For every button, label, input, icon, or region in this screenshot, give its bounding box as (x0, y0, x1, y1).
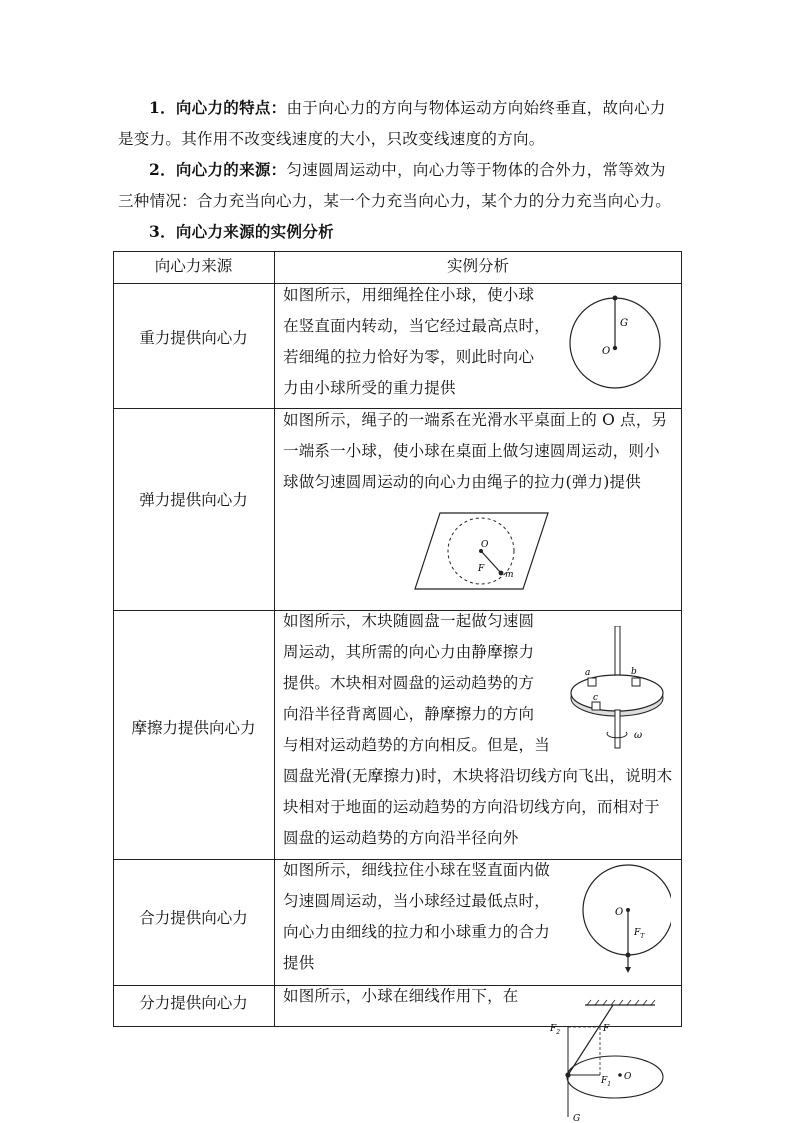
text-line: 匀速圆周运动，当小球经过最低点时， (283, 892, 550, 910)
figure-vertical-circle-top (565, 293, 665, 393)
figure-vertical-circle-bottom (581, 863, 671, 975)
text-line: 如图所示，木块随圆盘一起做匀速圆 (283, 612, 535, 630)
center-dot (626, 908, 630, 912)
center-dot (618, 1073, 622, 1077)
text-line: 若细绳的拉力恰好为零，则此时向心 (283, 348, 535, 366)
p2-continuation: 三种情况：合力充当向心力，某一个力充当向心力，某个力的分力充当向心力。 (118, 192, 672, 210)
label-ft (633, 928, 645, 940)
text-line: 圆盘的运动趋势的方向沿半径向外 (283, 829, 519, 847)
label-o: O (602, 346, 611, 357)
block-a (588, 678, 596, 686)
text-line: 在竖直面内转动，当它经过最高点时， (283, 317, 550, 335)
figure-conical-pendulum (545, 995, 665, 1123)
text-line: 周运动，其所需的向心力由静摩擦力 (283, 643, 535, 661)
figure-rotating-disk (566, 626, 666, 758)
header-source: 向心力来源 (154, 257, 233, 275)
header-analysis: 实例分析 (446, 257, 509, 275)
label-o: O (615, 907, 624, 918)
text-line: 向沿半径背离圆心，静摩擦力的方向 (283, 705, 535, 723)
row-source-resultant: 合力提供向心力 (139, 909, 248, 927)
label-t-sub: T (640, 933, 645, 940)
text-line: 力由小球所受的重力提供 (283, 379, 456, 397)
label-f: F (601, 1076, 608, 1086)
label-o: O (481, 540, 489, 550)
paragraph-2 (118, 154, 678, 217)
axle-bottom (615, 710, 620, 748)
p1-label: 1．向心力的特点： (149, 98, 287, 117)
row-text-resultant (283, 855, 583, 979)
label-c: c (593, 693, 599, 703)
paragraph-1 (118, 92, 678, 155)
label-f: F (478, 564, 485, 574)
row-text-component (283, 981, 583, 1012)
text-line: 提供。木块相对圆盘的运动趋势的方 (283, 674, 535, 692)
text-line: 如图所示，绳子的一端系在光滑水平桌面上的 O 点，另 (283, 411, 668, 429)
label-f: F (634, 928, 641, 938)
paragraph-3 (118, 216, 678, 248)
text-line: 圆盘光滑(无摩擦力)时，木块将沿切线方向飞出，说明木 (283, 767, 673, 785)
label-b: b (631, 667, 637, 677)
label-g: G (573, 1114, 581, 1123)
label-g: G (620, 318, 628, 329)
text-line: 球做匀速圆周运动的向心力由绳子的拉力(弹力)提供 (283, 473, 641, 491)
label-a: a (585, 668, 591, 678)
row-source-component: 分力提供向心力 (139, 994, 248, 1012)
p1-text: 由于向心力的方向与物体运动方向始终垂直，故向心力 (286, 99, 666, 117)
ball-dot (565, 1072, 570, 1077)
row-text-gravity (283, 280, 583, 404)
label-m: m (505, 570, 514, 580)
text-line: 如图所示，小球在细线作用下，在 (283, 987, 519, 1005)
arrow-head (625, 967, 631, 973)
text-line: 向心力由细线的拉力和小球重力的合力 (283, 923, 550, 941)
ball-dot (626, 953, 631, 958)
ceiling-hatch (587, 1000, 655, 1005)
label-omega: ω (634, 730, 643, 741)
label-o: O (624, 1072, 632, 1082)
text-line: 一端系一小球，使小球在桌面上做匀速圆周运动，则小 (283, 442, 660, 460)
label-2-sub: 2 (556, 1029, 561, 1036)
label-f2 (549, 1024, 560, 1036)
p2-text: 匀速圆周运动中，向心力等于物体的合外力，常等效为 (286, 161, 666, 179)
figure-table-circle (413, 509, 553, 593)
label-f: F (550, 1024, 557, 1034)
block-b (632, 678, 640, 686)
row-source-friction: 摩擦力提供向心力 (131, 719, 256, 737)
ball-dot (613, 296, 618, 301)
row-text-elastic (283, 405, 681, 498)
disk-top (571, 675, 663, 711)
string-line (568, 1005, 613, 1075)
analysis-table (113, 251, 682, 1027)
row-source-elastic: 弹力提供向心力 (139, 491, 248, 509)
label-f1 (600, 1076, 611, 1088)
center-dot (613, 346, 617, 350)
p1-continuation: 是变力。其作用不改变线速度的大小，只改变线速度的方向。 (118, 130, 545, 148)
text-line: 提供 (283, 954, 315, 972)
row-source-gravity: 重力提供向心力 (139, 329, 248, 347)
label-1-sub: 1 (607, 1081, 612, 1088)
block-c (592, 702, 600, 710)
p3-label: 3．向心力来源的实例分析 (149, 222, 334, 241)
p2-label: 2．向心力的来源： (149, 160, 287, 179)
text-line: 如图所示，用细绳拴住小球，使小球 (283, 286, 535, 304)
orbit-ellipse (567, 1056, 663, 1098)
text-line: 块相对于地面的运动趋势的方向沿切线方向，而相对于 (283, 798, 660, 816)
text-line: 如图所示，细线拉住小球在竖直面内做 (283, 861, 550, 879)
ball-dot (499, 571, 504, 576)
text-line: 与相对运动趋势的方向相反。但是，当 (283, 736, 550, 754)
label-f-tension: F (603, 1024, 610, 1034)
